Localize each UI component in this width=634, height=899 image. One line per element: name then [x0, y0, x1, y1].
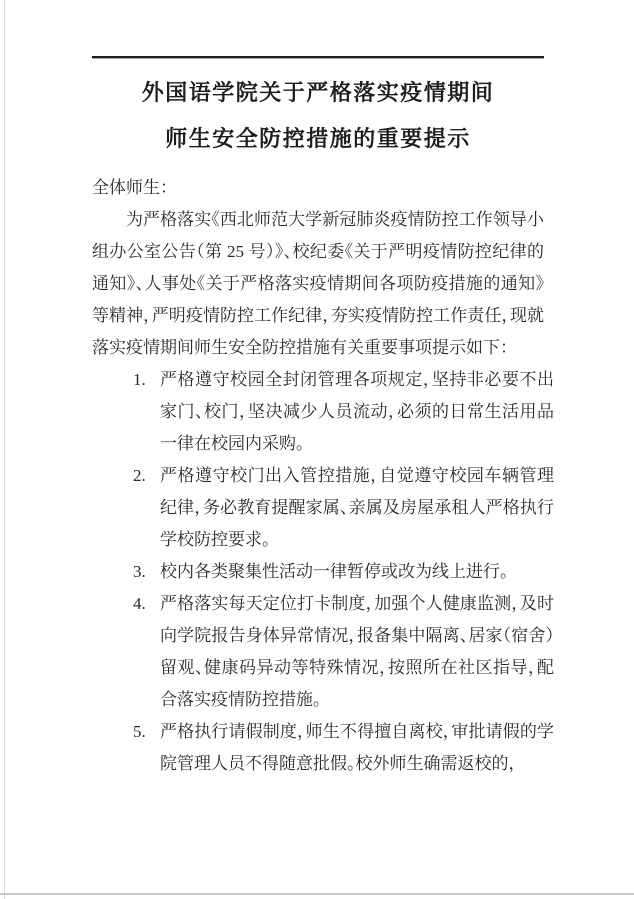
list-item-1: [92, 364, 554, 460]
item-text: 校内各类聚集性活动一律暂停或改为线上进行。: [160, 562, 509, 581]
item-number: 4.: [133, 594, 146, 613]
header-rule: [92, 56, 544, 58]
item-text: 严格执行请假制度，师生不得擅自离校，审批请假的学院管理人员不得随意批假。校外师生确需返校的，: [160, 722, 554, 773]
intro-paragraph: 为严格落实《西北师范大学新冠肺炎疫情防控工作领导小组办公室公告（第 25 号）》、校纪委《关于严明疫情防控纪律的通知》、人事处《关于严格落实疫情期间各项防疫措施的通知》等精神，严明疫情防控工作纪律，夯实疫情防控工作责任，现就落实疫情期间师生安全防控措施有关重要事项提示如下：: [92, 210, 544, 357]
list-item-2: [92, 460, 554, 556]
document-content: [92, 0, 554, 780]
document-title: [92, 70, 544, 162]
item-number: 2.: [133, 466, 146, 485]
item-number: 1.: [133, 370, 146, 389]
title-line-1: 外国语学院关于严格落实疫情期间: [141, 80, 495, 105]
measures-list: [92, 364, 554, 780]
item-text: 严格遵守校门出入管控措施，自觉遵守校园车辆管理纪律，务必教育提醒家属、亲属及房屋承租人严格执行学校防控要求。: [160, 466, 554, 549]
item-text: 严格落实每天定位打卡制度，加强个人健康监测，及时向学院报告身体异常情况，报备集中隔离、居家（宿舍）留观、健康码异动等特殊情况，按照所在社区指导，配合落实疫情防控措施。: [160, 594, 554, 709]
title-line-2: 师生安全防控措施的重要提示: [165, 126, 471, 151]
list-item-3: [92, 556, 554, 588]
item-number: 3.: [133, 562, 146, 581]
salutation: 全体师生：: [92, 178, 169, 197]
item-text: 严格遵守校园全封闭管理各项规定，坚持非必要不出家门、校门，坚决减少人员流动，必须的日常生活用品一律在校园内采购。: [160, 370, 554, 453]
document-body: [92, 172, 554, 780]
list-item-5: [92, 716, 554, 780]
item-number: 5.: [133, 722, 146, 741]
page-bottom-edge: [0, 893, 634, 895]
page-left-edge: [4, 0, 5, 899]
list-item-4: [92, 588, 554, 716]
